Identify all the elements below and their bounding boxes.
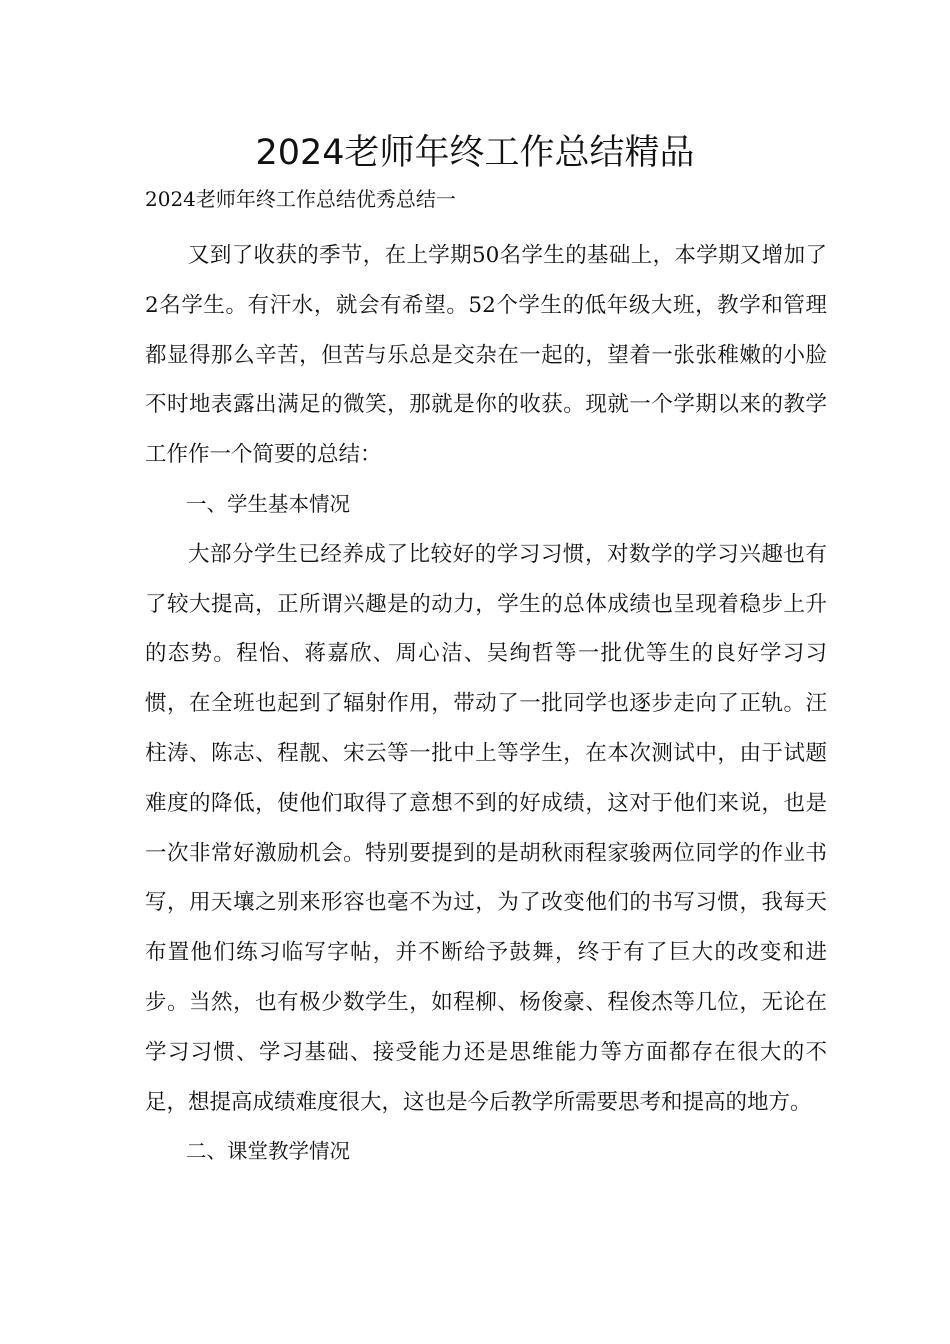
document-subtitle: 2024老师年终工作总结优秀总结一 xyxy=(145,187,456,211)
document-title: 2024老师年终工作总结精品 xyxy=(255,133,695,173)
paragraph-students: 大部分学生已经养成了比较好的学习习惯，对数学的学习兴趣也有了较大提高，正所谓兴趣是的动力，学生的总体成绩也呈现着稳步上升的态势。程怡、蒋嘉欣、周心洁、吴绚哲等一批优等生的良好学习习惯，在全班也起到了辐射作用，带动了一批同学也逐步走向了正轨。汪柱涛、陈志、程靓、宋云等一批中上等学生，在本次测试中，由于试题难度的降低，使他们取得了意想不到的好成绩，这对于他们来说，也是一次非常好激励机会。特别要提到的是胡秋雨程家骏两位同学的作业书写，用天壤之别来形容也毫不为过，为了改变他们的书写习惯，我每天布置他们练习临写字帖，并不断给予鼓舞，终于有了巨大的改变和进步。当然，也有极少数学生，如程柳、杨俊豪、程俊杰等几位，无论在学习习惯、学习基础、接受能力还是思维能力等方面都存在很大的不足，想提高成绩难度很大，这也是今后教学所需要思考和提高的地方。 xyxy=(145,541,827,1115)
paragraph-intro: 又到了收获的季节，在上学期50名学生的基础上，本学期又增加了2名学生。有汗水，就会有希望。52个学生的低年级大班，教学和管理都显得那么辛苦，但苦与乐总是交杂在一起的，望着一张张稚嫩的小脸不时地表露出满足的微笑，那就是你的收获。现就一个学期以来的教学工作作一个简要的总结： xyxy=(145,243,827,468)
document-body xyxy=(145,231,827,1177)
section-heading-students: 一、学生基本情况 xyxy=(186,491,350,516)
section-heading-classroom: 二、课堂教学情况 xyxy=(186,1139,350,1164)
